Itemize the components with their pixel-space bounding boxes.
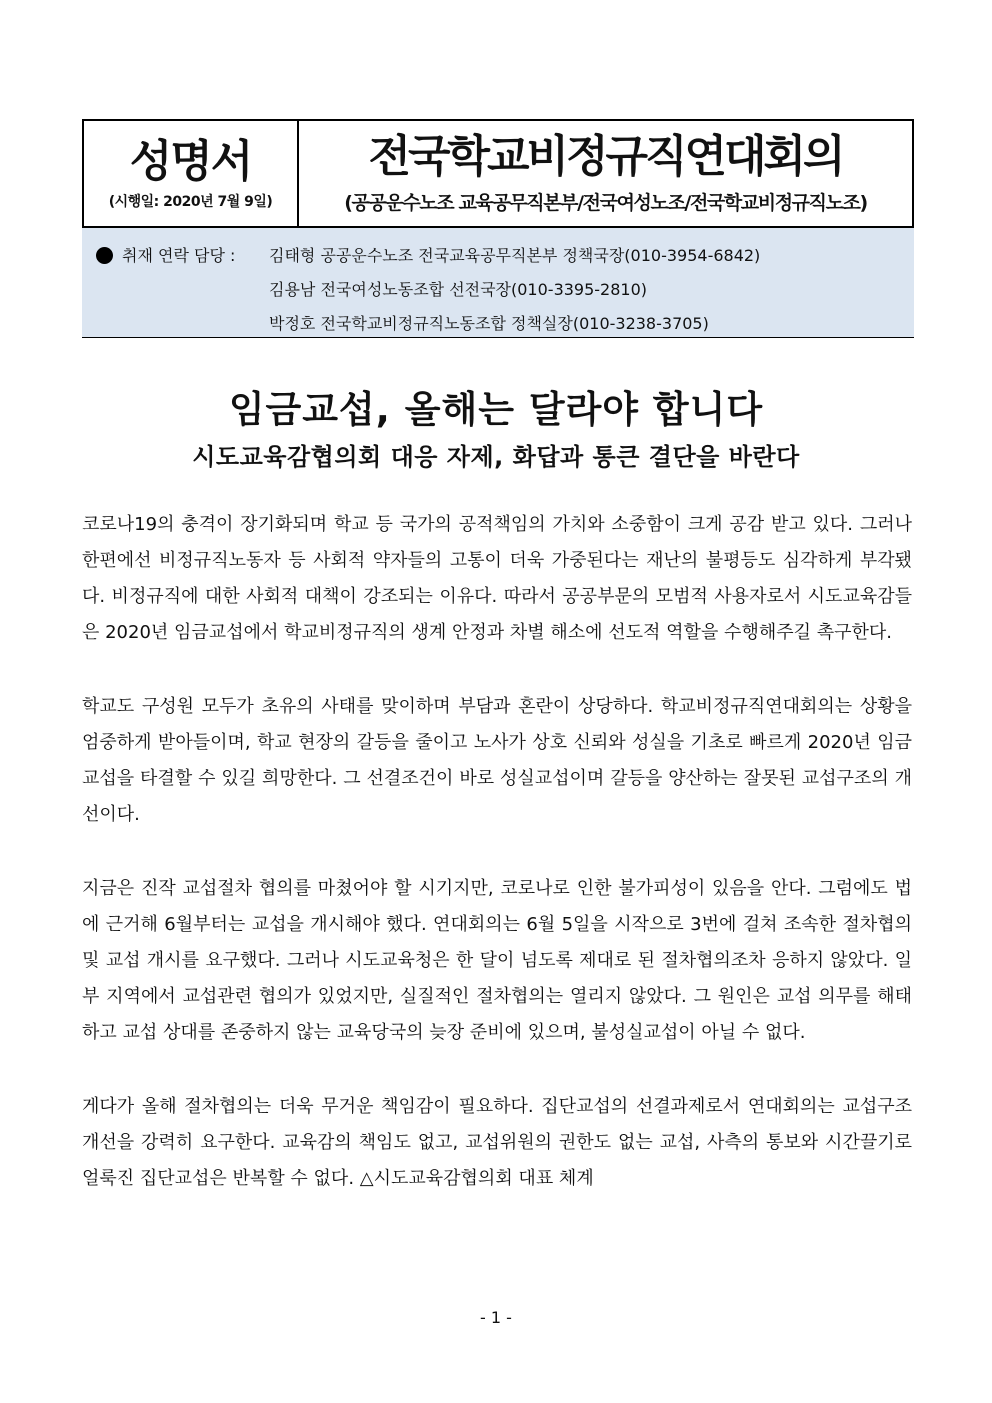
doc-type-cell bbox=[84, 121, 299, 226]
page-number: - 1 - bbox=[480, 1308, 512, 1327]
member-unions: (공공운수노조 교육공무직본부/전국여성노조/전국학교비정규직노조) bbox=[344, 192, 867, 214]
statement-header bbox=[82, 119, 914, 228]
statement-body bbox=[82, 507, 912, 1235]
paragraph: 학교도 구성원 모두가 초유의 사태를 맞이하며 부담과 혼란이 상당하다. 학교비정규직연대회의는 상황을 엄중하게 받아들이며, 학교 현장의 갈등을 줄이고 노사가 상호 신뢰와 성실을 기초로 빠르게 2020년 임금교섭을 타결할 수 있길 희망한다. 그 선결조건이 바로 성실교섭이며 갈등을 양산하는 잘못된 교섭구조의 개선이다. bbox=[82, 696, 912, 825]
issue-date: (시행일: 2020년 7월 9일) bbox=[108, 193, 273, 210]
organization-cell bbox=[299, 121, 912, 226]
bullet-icon bbox=[96, 247, 113, 264]
main-title: 임금교섭, 올해는 달라야 합니다 bbox=[228, 388, 764, 431]
sub-title: 시도교육감협의회 대응 자제, 화답과 통큰 결단을 바란다 bbox=[192, 443, 800, 471]
contact-label: 취재 연락 담당 : bbox=[122, 246, 236, 265]
paragraph: 지금은 진작 교섭절차 협의를 마쳤어야 할 시기지만, 코로나로 인한 불가피성이 있음을 안다. 그럼에도 법에 근거해 6월부터는 교섭을 개시해야 했다. 연대회의는 6월 5일을 시작으로 3번에 걸쳐 조속한 절차협의 및 교섭 개시를 요구했다. 그러나 시도교육청은 한 달이 넘도록 제대로 된 절차협의조차 응하지 않았다. 일부 지역에서 교섭관련 협의가 있었지만, 실질적인 절차협의는 열리지 않았다. 그 원인은 교섭 의무를 해태하고 교섭 상대를 존중하지 않는 교육당국의 늦장 준비에 있으며, 불성실교섭이 아닐 수 없다. bbox=[82, 878, 912, 1043]
title-block bbox=[0, 385, 992, 473]
contact-item: 김용남 전국여성노동조합 선전국장(010-3395-2810) bbox=[269, 280, 648, 299]
contact-item: 박정호 전국학교비정규직노동조합 정책실장(010-3238-3705) bbox=[269, 314, 709, 333]
paragraph: 코로나19의 충격이 장기화되며 학교 등 국가의 공적책임의 가치와 소중함이 크게 공감 받고 있다. 그러나 한편에선 비정규직노동자 등 사회적 약자들의 고통이 더욱 가중된다는 재난의 불평등도 심각하게 부각됐다. 비정규직에 대한 사회적 대책이 강조되는 이유다. 따라서 공공부문의 모범적 사용자로서 시도교육감들은 2020년 임금교섭에서 학교비정규직의 생계 안정과 차별 해소에 선도적 역할을 수행해주길 촉구한다. bbox=[82, 514, 912, 643]
organization-name: 전국학교비정규직연대회의 bbox=[368, 131, 843, 182]
contact-item: 김태형 공공운수노조 전국교육공무직본부 정책국장(010-3954-6842) bbox=[269, 246, 761, 265]
press-contact-box bbox=[82, 228, 914, 338]
paragraph: 게다가 올해 절차협의는 더욱 무거운 책임감이 필요하다. 집단교섭의 선결과제로서 연대회의는 교섭구조 개선을 강력히 요구한다. 교육감의 책임도 없고, 교섭위원의 권한도 없는 교섭, 사측의 통보와 시간끌기로 얼룩진 집단교섭은 반복할 수 없다. △시도교육감협의회 대표 체계 bbox=[82, 1096, 912, 1189]
doc-type: 성명서 bbox=[129, 135, 252, 187]
